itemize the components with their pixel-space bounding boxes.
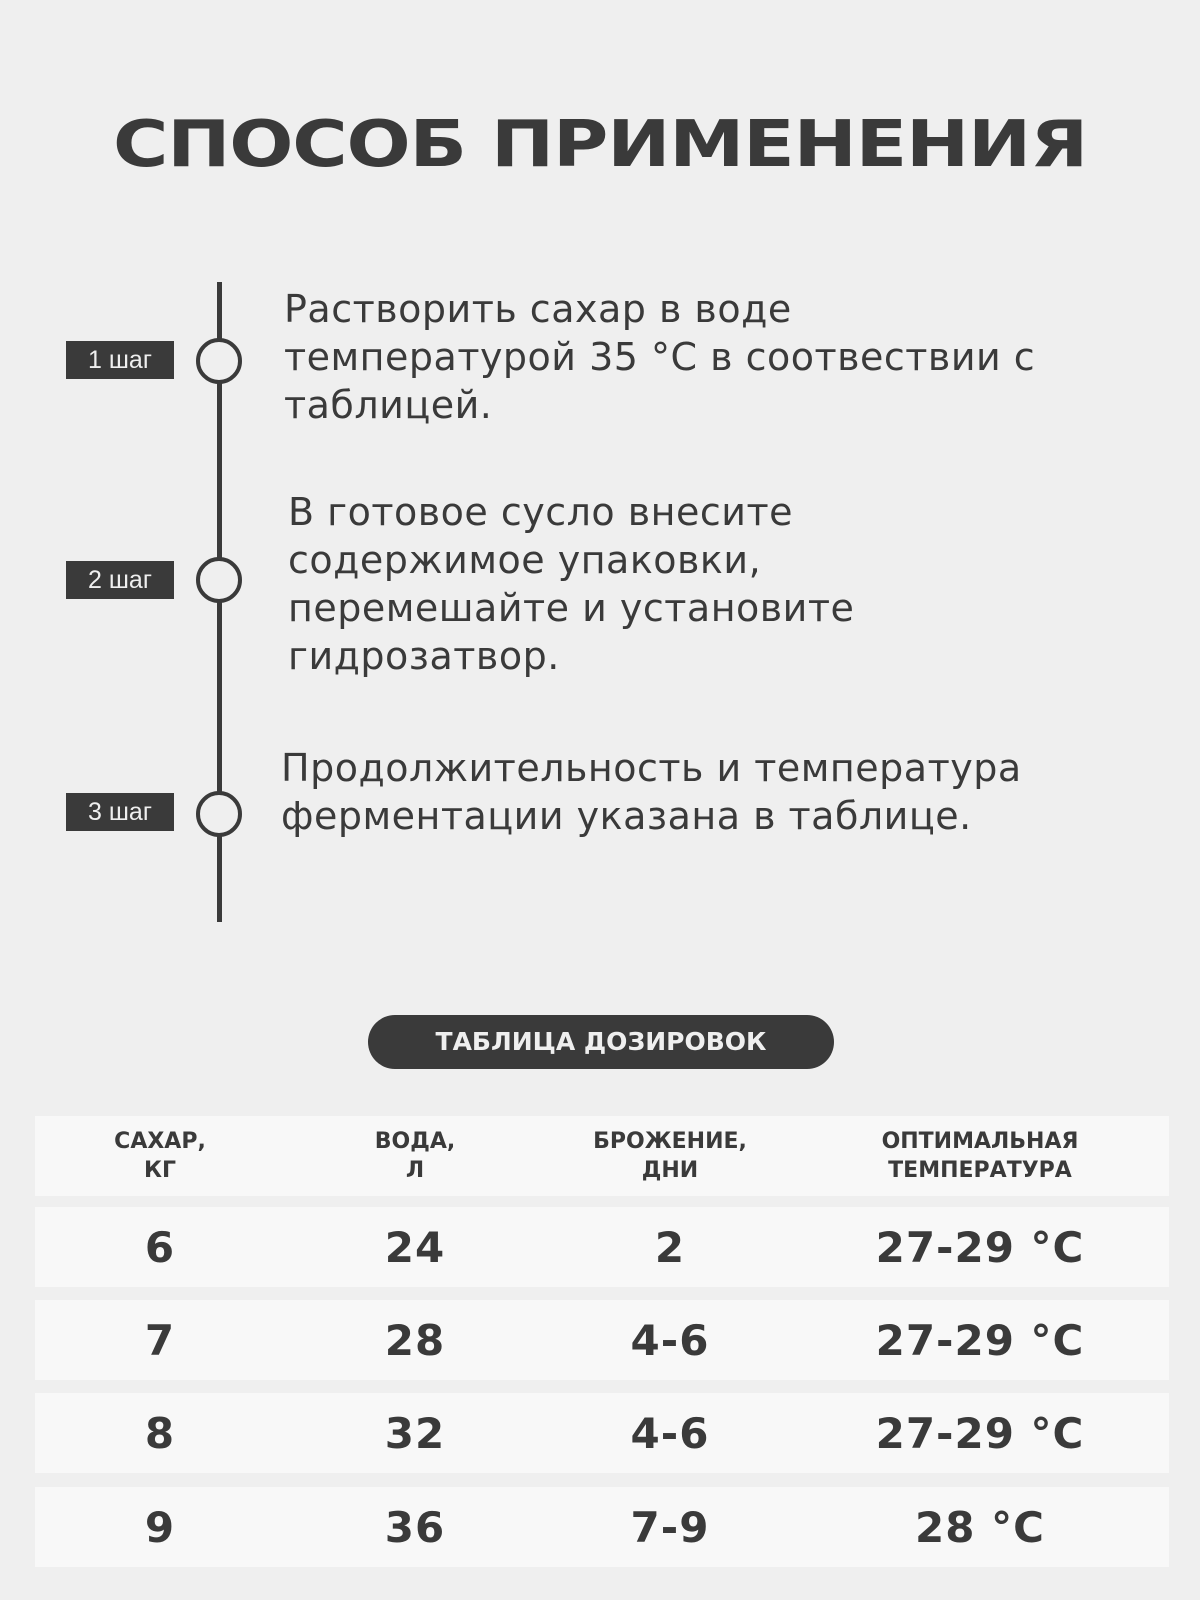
header-temperature: ОПТИМАЛЬНАЯ ТЕМПЕРАТУРА (881, 1129, 1079, 1183)
cell-temperature: 27-29 °С (875, 1315, 1085, 1365)
step-1-text: Растворить сахар в воде температурой 35 °С в соотвествии с таблицей. (284, 287, 1036, 427)
step-3-text: Продолжительность и температура ферментации указана в таблице. (281, 746, 1022, 838)
table-header-row (35, 1116, 1169, 1196)
header-fermentation: БРОЖЕНИЕ, ДНИ (593, 1129, 747, 1183)
cell-temperature: 28 °С (915, 1502, 1045, 1552)
table-row (35, 1487, 1169, 1567)
step-3-node-icon (196, 791, 242, 837)
cell-days: 2 (654, 1222, 686, 1272)
cell-water: 24 (384, 1222, 446, 1272)
step-3-badge: 3 шаг (66, 793, 174, 831)
cell-temperature: 27-29 °С (875, 1222, 1085, 1272)
cell-days: 7-9 (630, 1502, 710, 1552)
step-1-node-icon (196, 338, 242, 384)
step-1-badge: 1 шаг (66, 341, 174, 379)
table-row (35, 1300, 1169, 1380)
table-row (35, 1393, 1169, 1473)
cell-days: 4-6 (630, 1315, 710, 1365)
cell-days: 4-6 (630, 1408, 710, 1458)
cell-sugar: 8 (144, 1408, 176, 1458)
table-row (35, 1207, 1169, 1287)
step-2-text: В готовое сусло внесите содержимое упаковки, перемешайте и установите гидрозатвор. (288, 490, 855, 678)
cell-water: 32 (384, 1408, 446, 1458)
dosage-table-label: ТАБЛИЦА ДОЗИРОВОК (368, 1015, 834, 1069)
cell-sugar: 9 (144, 1502, 176, 1552)
header-sugar: САХАР, КГ (114, 1129, 206, 1183)
cell-water: 28 (384, 1315, 446, 1365)
cell-sugar: 7 (144, 1315, 176, 1365)
cell-sugar: 6 (144, 1222, 176, 1272)
page-title: СПОСОБ ПРИМЕНЕНИЯ (112, 108, 1088, 182)
step-2-node-icon (196, 557, 242, 603)
cell-temperature: 27-29 °С (875, 1408, 1085, 1458)
header-water: ВОДА, Л (374, 1129, 456, 1183)
step-2-badge: 2 шаг (66, 561, 174, 599)
cell-water: 36 (384, 1502, 446, 1552)
